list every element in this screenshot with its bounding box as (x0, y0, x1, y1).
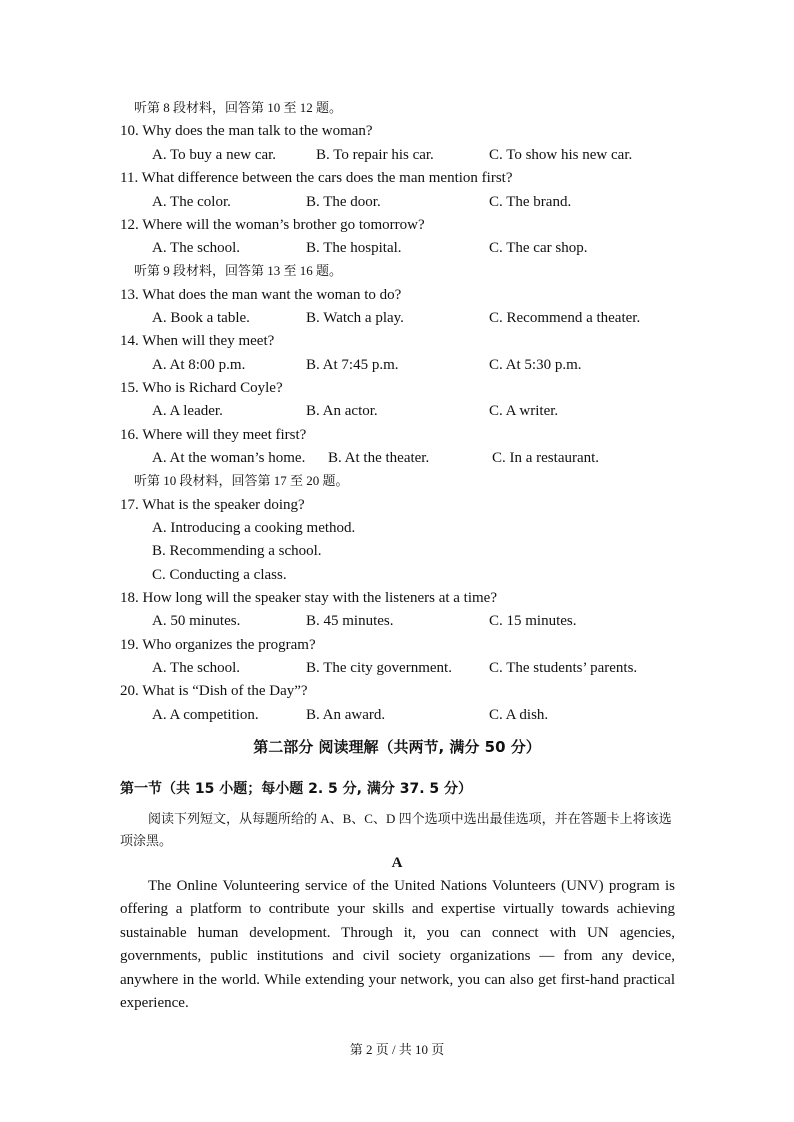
option-b: B. An actor. (306, 403, 378, 419)
instruction-10: 听第 10 段材料，回答第 17 至 20 题。 (134, 473, 349, 488)
question-12: 12. Where will the woman’s brother go tomorrow? (120, 217, 425, 233)
option-b: B. To repair his car. (316, 147, 434, 163)
option-a: A. A competition. (152, 707, 259, 723)
option-c: C. The students’ parents. (489, 660, 638, 676)
option-c: C. In a restaurant. (492, 450, 600, 466)
instruction-8: 听第 8 段材料，回答第 10 至 12 题。 (134, 100, 343, 115)
option-c: C. A dish. (489, 707, 549, 723)
question-18: 18. How long will the speaker stay with the listeners at a time? (120, 590, 497, 606)
question-17: 17. What is the speaker doing? (120, 497, 305, 513)
option-a: A. A leader. (152, 403, 223, 419)
option-a: A. The school. (152, 240, 241, 256)
passage-label: A (391, 855, 403, 871)
question-15: 15. Who is Richard Coyle? (120, 380, 283, 396)
reading-instruction: 阅读下列短文，从每题所给的 A、B、C、D 四个选项中选出最佳选项，并在答题卡上将该选项涂黑。 (120, 811, 672, 848)
question-13: 13. What does the man want the woman to do? (120, 287, 402, 303)
option-b: B. At 7:45 p.m. (306, 357, 399, 373)
option-a: A. Book a table. (152, 310, 250, 326)
question-19: 19. Who organizes the program? (120, 637, 316, 653)
passage-a-text: The Online Volunteering service of the United Nations Volunteers (UNV) program is offering a platform to contribute your skills and expertise virtually towards achieving sustainable human development. Through it, you can connect with UN agencies, governments, public institutions and civil society organizations — from any device, anywhere in the world. While extending your network, you can also get first-hand practical experience. (120, 878, 675, 1012)
part2-title: 第二部分 阅读理解（共两节, 满分 50 分） (253, 738, 541, 756)
option-a: A. The color. (152, 194, 231, 210)
option-c: C. At 5:30 p.m. (489, 357, 582, 373)
option-c: C. The brand. (489, 194, 572, 210)
option-c: C. The car shop. (489, 240, 588, 256)
question-16: 16. Where will they meet first? (120, 427, 307, 443)
question-14: 14. When will they meet? (120, 333, 275, 349)
option-a: A. At 8:00 p.m. (152, 357, 246, 373)
option-b: B. The city government. (306, 660, 452, 676)
option-b: B. Watch a play. (306, 310, 404, 326)
option-a: A. To buy a new car. (152, 147, 277, 163)
option-c: C. Conducting a class. (152, 567, 287, 583)
option-b: B. Recommending a school. (152, 543, 322, 559)
option-c: C. 15 minutes. (489, 613, 577, 629)
option-c: C. Recommend a theater. (489, 310, 641, 326)
option-a: A. The school. (152, 660, 241, 676)
section1-title: 第一节（共 15 小题；每小题 2. 5 分, 满分 37. 5 分） (120, 781, 473, 797)
instruction-9: 听第 9 段材料，回答第 13 至 16 题。 (134, 263, 343, 278)
option-b: B. The door. (306, 194, 381, 210)
option-b: B. 45 minutes. (306, 613, 394, 629)
page-footer: 第 2 页 / 共 10 页 (349, 1042, 445, 1057)
option-a: A. 50 minutes. (152, 613, 241, 629)
option-b: B. At the theater. (328, 450, 430, 466)
question-11: 11. What difference between the cars does the man mention first? (120, 170, 513, 186)
option-a: A. Introducing a cooking method. (152, 520, 356, 536)
question-10: 10. Why does the man talk to the woman? (120, 123, 373, 139)
option-a: A. At the woman’s home. (152, 450, 306, 466)
option-c: C. A writer. (489, 403, 559, 419)
question-20: 20. What is “Dish of the Day”? (120, 683, 308, 699)
option-b: B. An award. (306, 707, 386, 723)
option-c: C. To show his new car. (489, 147, 633, 163)
option-b: B. The hospital. (306, 240, 402, 256)
